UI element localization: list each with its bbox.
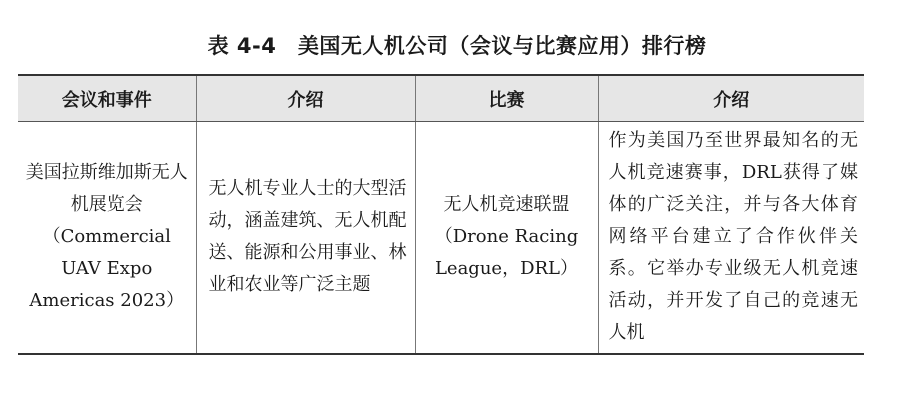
header-competition: 比赛 — [415, 75, 598, 122]
table-title: 表 4-4 美国无人机公司（会议与比赛应用）排行榜 — [207, 34, 707, 58]
cell-competition-name: 无人机竞速联盟（Drone Racing League，DRL） — [415, 122, 598, 354]
table-row — [18, 122, 864, 354]
ranking-table — [18, 74, 864, 355]
header-competition-intro: 介绍 — [598, 75, 864, 122]
table-header-row — [18, 75, 864, 122]
cell-competition-intro: 作为美国乃至世界最知名的无人机竞速赛事，DRL获得了媒体的广泛关注，并与各大体育网络平台建立了合作伙伴关系。它举办专业级无人机竞速活动，并开发了自己的竞速无人机 — [598, 122, 864, 354]
ranking-table-container — [18, 74, 864, 355]
header-events: 会议和事件 — [18, 75, 196, 122]
cell-event-intro: 无人机专业人士的大型活动，涵盖建筑、无人机配送、能源和公用事业、林业和农业等广泛主题 — [196, 122, 415, 354]
header-event-intro: 介绍 — [196, 75, 415, 122]
cell-event-name: 美国拉斯维加斯无人机展览会（Commercial UAV Expo Americas 2023） — [18, 122, 196, 354]
